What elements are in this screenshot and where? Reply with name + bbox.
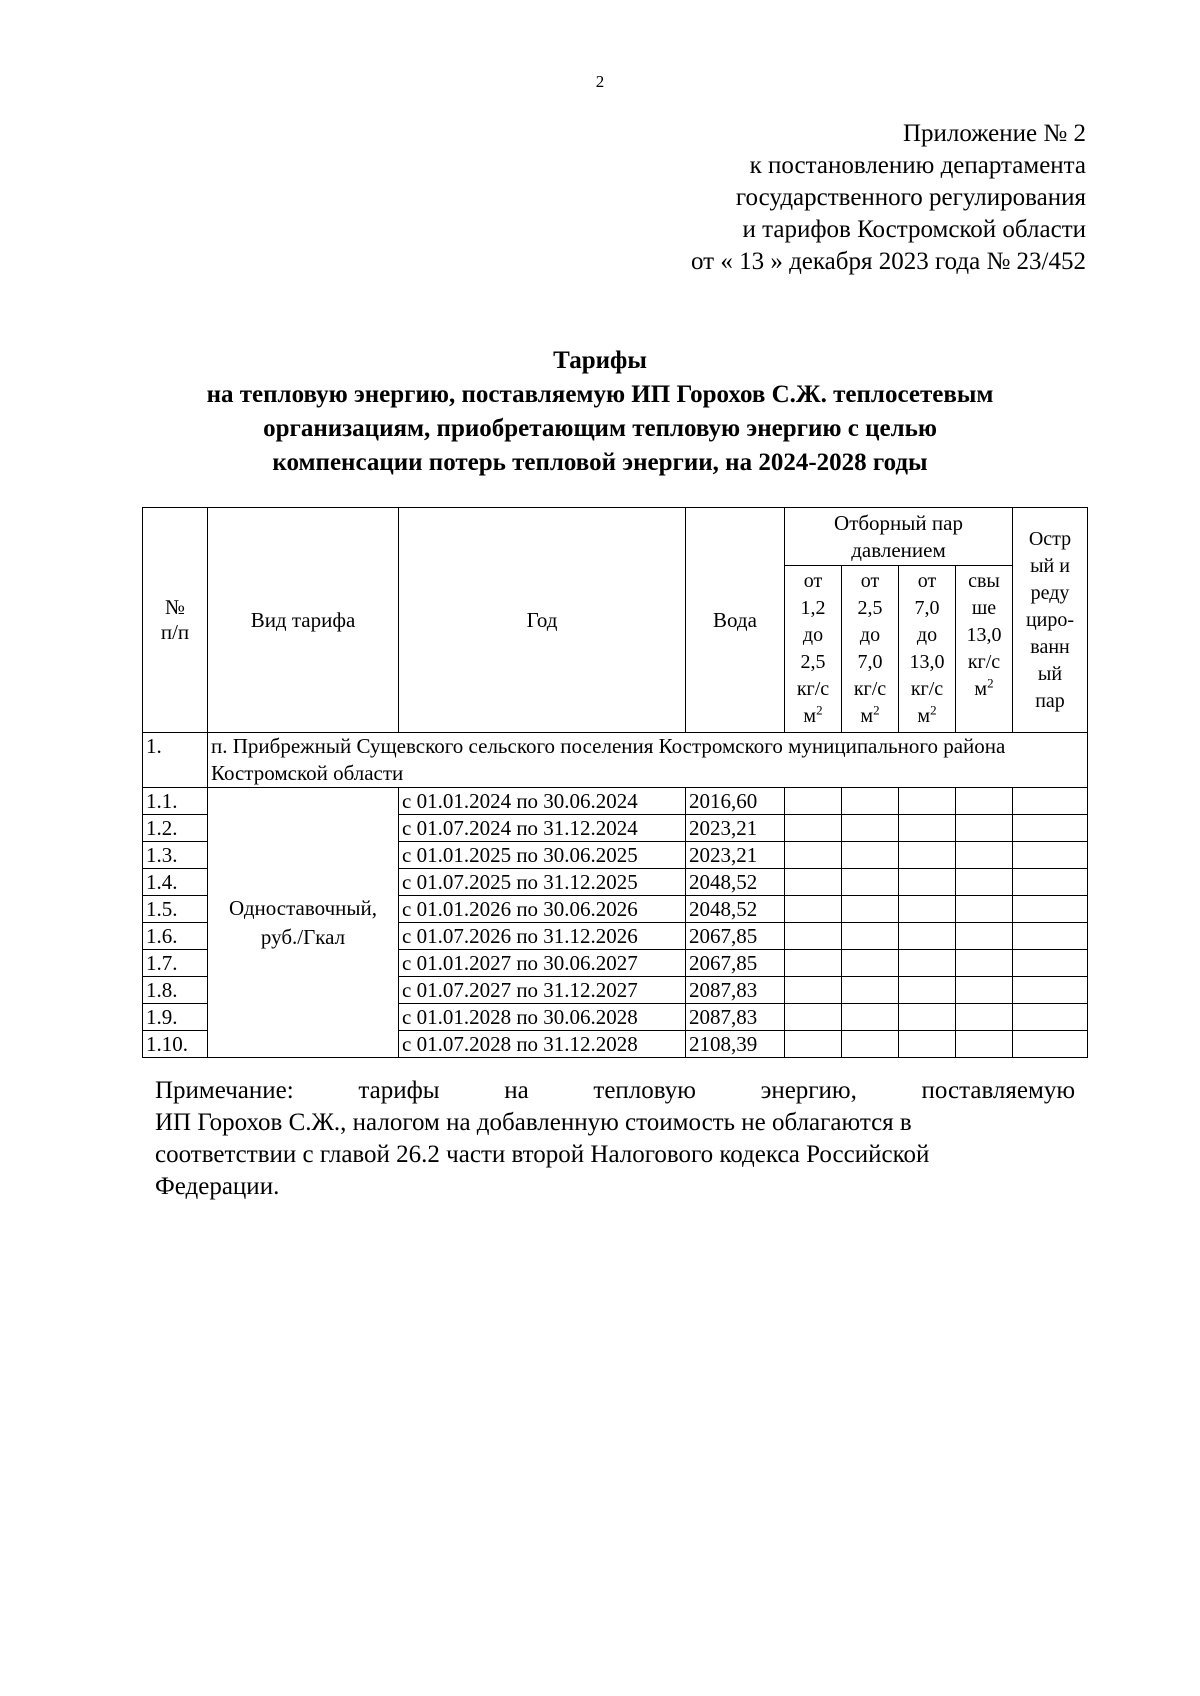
header-steam-pressure-line: 2,5 bbox=[857, 597, 883, 619]
row-period: с 01.01.2028 по 30.06.2028 bbox=[399, 1004, 686, 1031]
row-period: с 01.01.2027 по 30.06.2027 bbox=[399, 950, 686, 977]
table-row bbox=[143, 788, 1088, 815]
row-empty-cell bbox=[899, 923, 956, 950]
row-water-value: 2087,83 bbox=[686, 1004, 785, 1031]
unit-superscript: 2 bbox=[930, 702, 937, 718]
header-steam-pressure-line: от bbox=[860, 570, 880, 592]
header-steam-pressure-line: 13,0 bbox=[966, 624, 1002, 646]
note-line: Федерации. bbox=[155, 1173, 280, 1200]
tariff-type-cell: Одноставочный, руб./Гкал bbox=[208, 788, 399, 1058]
row-empty-cell bbox=[842, 815, 899, 842]
row-empty-cell bbox=[842, 896, 899, 923]
header-steam-line: давлением bbox=[851, 537, 946, 562]
header-steam-unit bbox=[900, 703, 954, 730]
row-empty-cell bbox=[1013, 869, 1088, 896]
header-steam-group bbox=[785, 508, 1013, 566]
row-empty-cell bbox=[956, 1031, 1013, 1058]
header-steam-pressure-line: 7,0 bbox=[914, 597, 940, 619]
header-sharp-steam-line: пар bbox=[1035, 689, 1065, 712]
header-steam-pressure-line: 13,0 bbox=[909, 651, 945, 673]
tariff-table bbox=[142, 507, 1088, 1058]
header-sharp-steam-line: Остр bbox=[1028, 527, 1072, 550]
header-steam-pressure-line: от bbox=[917, 570, 937, 592]
title-line: на тепловую энергию, поставляемую ИП Горохов С.Ж. теплосетевым bbox=[206, 381, 994, 408]
row-empty-cell bbox=[785, 923, 842, 950]
row-empty-cell bbox=[842, 923, 899, 950]
header-steam-pressure-line: м bbox=[803, 705, 817, 727]
document-title bbox=[150, 344, 1050, 480]
row-water-value: 2067,85 bbox=[686, 950, 785, 977]
header-sharp-steam-line: ый bbox=[1037, 662, 1063, 685]
row-period: с 01.07.2027 по 31.12.2027 bbox=[399, 977, 686, 1004]
header-steam-pressure-line: 7,0 bbox=[857, 651, 883, 673]
appendix-line: и тарифов Костромской области bbox=[742, 216, 1086, 243]
row-empty-cell bbox=[842, 788, 899, 815]
row-empty-cell bbox=[899, 869, 956, 896]
row-num: 1.3. bbox=[143, 842, 208, 869]
header-steam-pressure-line: 1,2 bbox=[800, 597, 826, 619]
row-water-value: 2023,21 bbox=[686, 815, 785, 842]
page-number: 2 bbox=[595, 72, 605, 91]
title-line: организациям, приобретающим тепловую энергию с целью bbox=[263, 415, 937, 442]
row-empty-cell bbox=[899, 977, 956, 1004]
header-num-line: № bbox=[164, 595, 186, 619]
appendix-line: от « 13 » декабря 2023 года № 23/452 bbox=[690, 248, 1086, 275]
row-empty-cell bbox=[899, 950, 956, 977]
row-empty-cell bbox=[899, 842, 956, 869]
header-sharp-steam-line: ванн bbox=[1030, 635, 1070, 658]
title-line: компенсации потерь тепловой энергии, на 2024-2028 годы bbox=[272, 449, 928, 476]
header-sharp-steam-line: циро- bbox=[1025, 608, 1075, 631]
row-empty-cell bbox=[785, 842, 842, 869]
header-steam-pressure-line: м bbox=[917, 705, 931, 727]
row-empty-cell bbox=[785, 977, 842, 1004]
row-empty-cell bbox=[1013, 977, 1088, 1004]
row-empty-cell bbox=[785, 788, 842, 815]
header-sharp-steam bbox=[1013, 508, 1088, 733]
row-num: 1.6. bbox=[143, 923, 208, 950]
row-empty-cell bbox=[956, 896, 1013, 923]
header-steam-pressure-line: до bbox=[802, 624, 824, 646]
row-empty-cell bbox=[842, 1004, 899, 1031]
header-steam-pressure-line: м bbox=[974, 678, 988, 700]
section-name: п. Прибрежный Сущевского сельского поселения Костромского муниципального района Костромской области bbox=[208, 733, 1088, 788]
row-num: 1.10. bbox=[143, 1031, 208, 1058]
header-steam-pressure-col bbox=[899, 566, 956, 733]
unit-superscript: 2 bbox=[987, 675, 994, 691]
appendix-line: Приложение № 2 bbox=[902, 120, 1086, 147]
header-steam-pressure-line: кг/с bbox=[853, 678, 887, 700]
row-empty-cell bbox=[956, 842, 1013, 869]
title-line: Тарифы bbox=[553, 347, 647, 374]
row-empty-cell bbox=[1013, 842, 1088, 869]
header-steam-pressure-line: до bbox=[916, 624, 938, 646]
row-empty-cell bbox=[1013, 923, 1088, 950]
row-empty-cell bbox=[956, 950, 1013, 977]
header-steam-pressure-line: от bbox=[803, 570, 823, 592]
header-sharp-steam-line: реду bbox=[1030, 581, 1070, 604]
row-water-value: 2023,21 bbox=[686, 842, 785, 869]
header-steam-pressure-col bbox=[842, 566, 899, 733]
row-period: с 01.07.2025 по 31.12.2025 bbox=[399, 869, 686, 896]
note-line: ИП Горохов С.Ж., налогом на добавленную стоимость не облагаются в bbox=[155, 1109, 912, 1136]
row-period: с 01.01.2024 по 30.06.2024 bbox=[399, 788, 686, 815]
row-empty-cell bbox=[1013, 1031, 1088, 1058]
row-num: 1.4. bbox=[143, 869, 208, 896]
row-empty-cell bbox=[899, 896, 956, 923]
header-steam-pressure-line: до bbox=[859, 624, 881, 646]
row-empty-cell bbox=[785, 1031, 842, 1058]
row-empty-cell bbox=[785, 896, 842, 923]
note-line: Примечание: тарифы на тепловую энергию, поставляемую bbox=[155, 1077, 1075, 1104]
row-water-value: 2108,39 bbox=[686, 1031, 785, 1058]
note-line: соответствии с главой 26.2 части второй Налогового кодекса Российской bbox=[155, 1141, 930, 1168]
row-empty-cell bbox=[1013, 896, 1088, 923]
row-empty-cell bbox=[842, 869, 899, 896]
row-empty-cell bbox=[899, 1004, 956, 1031]
row-empty-cell bbox=[785, 950, 842, 977]
row-period: с 01.07.2026 по 31.12.2026 bbox=[399, 923, 686, 950]
row-period: с 01.07.2028 по 31.12.2028 bbox=[399, 1031, 686, 1058]
row-empty-cell bbox=[842, 842, 899, 869]
row-empty-cell bbox=[785, 869, 842, 896]
header-steam-pressure-col bbox=[956, 566, 1013, 733]
header-sharp-steam-line: ый и bbox=[1030, 554, 1070, 577]
row-empty-cell bbox=[956, 788, 1013, 815]
header-tariff-type: Вид тарифа bbox=[208, 508, 399, 733]
unit-superscript: 2 bbox=[873, 702, 880, 718]
row-num: 1.2. bbox=[143, 815, 208, 842]
header-year: Год bbox=[399, 508, 686, 733]
footnote bbox=[155, 1075, 1075, 1203]
row-empty-cell bbox=[956, 977, 1013, 1004]
header-row bbox=[143, 508, 1088, 566]
header-steam-pressure-line: ше bbox=[971, 597, 997, 619]
row-empty-cell bbox=[842, 977, 899, 1004]
row-empty-cell bbox=[956, 869, 1013, 896]
header-num bbox=[143, 508, 208, 733]
row-num: 1.1. bbox=[143, 788, 208, 815]
unit-superscript: 2 bbox=[816, 702, 823, 718]
header-steam-pressure-line: м bbox=[860, 705, 874, 727]
row-period: с 01.01.2026 по 30.06.2026 bbox=[399, 896, 686, 923]
row-empty-cell bbox=[899, 1031, 956, 1058]
row-water-value: 2048,52 bbox=[686, 869, 785, 896]
header-steam-pressure-line: кг/с bbox=[967, 651, 1001, 673]
row-period: с 01.01.2025 по 30.06.2025 bbox=[399, 842, 686, 869]
header-steam-pressure-line: кг/с bbox=[796, 678, 830, 700]
row-empty-cell bbox=[899, 788, 956, 815]
header-steam-pressure-line: 2,5 bbox=[800, 651, 826, 673]
section-num: 1. bbox=[143, 733, 208, 788]
row-water-value: 2016,60 bbox=[686, 788, 785, 815]
row-empty-cell bbox=[956, 923, 1013, 950]
header-num-line: п/п bbox=[160, 620, 190, 644]
appendix-line: государственного регулирования bbox=[735, 184, 1086, 211]
header-steam-pressure-col bbox=[785, 566, 842, 733]
row-num: 1.7. bbox=[143, 950, 208, 977]
header-steam-unit bbox=[957, 676, 1011, 703]
row-water-value: 2067,85 bbox=[686, 923, 785, 950]
row-empty-cell bbox=[785, 815, 842, 842]
row-empty-cell bbox=[1013, 815, 1088, 842]
section-row bbox=[143, 733, 1088, 788]
row-num: 1.9. bbox=[143, 1004, 208, 1031]
row-empty-cell bbox=[842, 1031, 899, 1058]
row-water-value: 2048,52 bbox=[686, 896, 785, 923]
row-num: 1.8. bbox=[143, 977, 208, 1004]
header-steam-unit bbox=[786, 703, 840, 730]
row-empty-cell bbox=[1013, 788, 1088, 815]
header-steam-pressure-line: свы bbox=[968, 570, 1000, 592]
row-empty-cell bbox=[956, 815, 1013, 842]
row-empty-cell bbox=[1013, 950, 1088, 977]
header-steam-unit bbox=[843, 703, 897, 730]
header-steam-line: Отборный пар bbox=[834, 510, 963, 535]
row-empty-cell bbox=[785, 1004, 842, 1031]
row-empty-cell bbox=[899, 815, 956, 842]
row-water-value: 2087,83 bbox=[686, 977, 785, 1004]
row-empty-cell bbox=[1013, 1004, 1088, 1031]
row-num: 1.5. bbox=[143, 896, 208, 923]
header-steam-pressure-line: кг/с bbox=[910, 678, 944, 700]
header-water: Вода bbox=[686, 508, 785, 733]
row-period: с 01.07.2024 по 31.12.2024 bbox=[399, 815, 686, 842]
row-empty-cell bbox=[842, 950, 899, 977]
row-empty-cell bbox=[956, 1004, 1013, 1031]
appendix-reference bbox=[526, 118, 1086, 278]
appendix-line: к постановлению департамента bbox=[749, 152, 1086, 179]
